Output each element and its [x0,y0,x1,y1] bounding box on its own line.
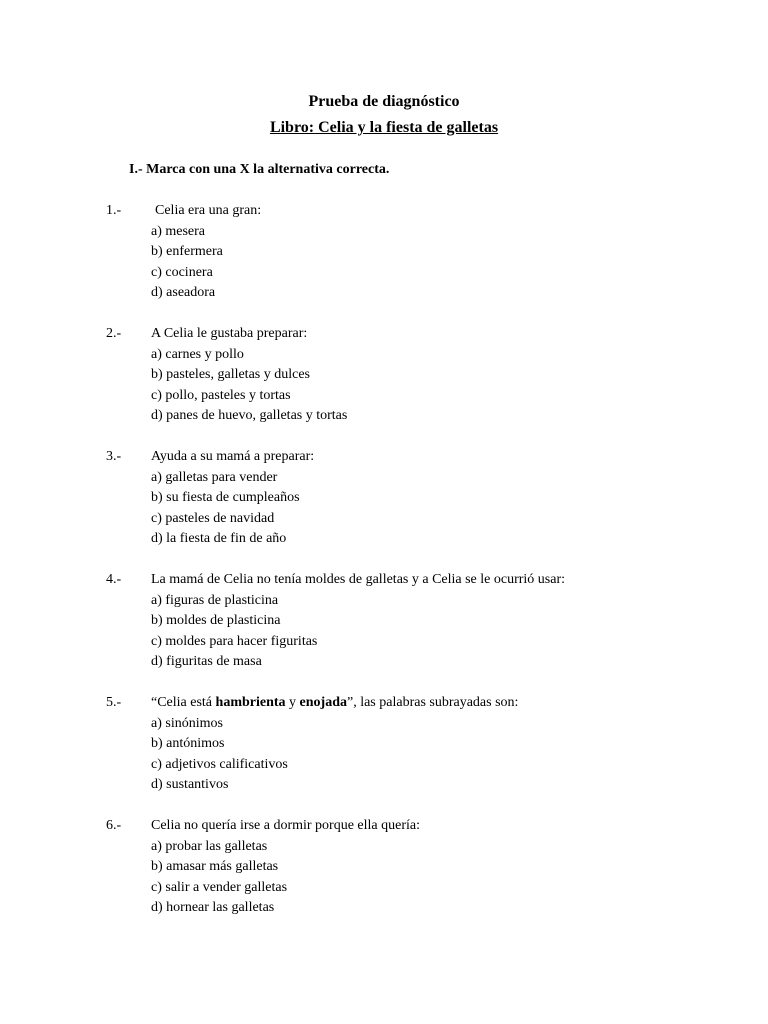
option-c: c) moldes para hacer figuritas [151,633,318,649]
option-d: d) aseadora [151,285,216,300]
option-c: c) pollo, pasteles y tortas [151,387,291,403]
option-b: b) pasteles, galletas y dulces [151,367,311,382]
question-number: 4.- [106,572,122,587]
option-b: b) moldes de plasticina [151,613,281,628]
question-text: La mamá de Celia no tenía moldes de galletas y a Celia se le ocurrió usar: [151,572,566,587]
options-list [151,591,317,673]
option-d: d) figuritas de masa [151,654,262,669]
option-c: c) salir a vender galletas [151,879,288,895]
option-a: a) sinónimos [151,715,223,731]
option-a: a) figuras de plasticina [151,592,279,608]
question-text [151,693,518,714]
question-number: 1.- [106,203,122,218]
question-number: 2.- [106,326,122,341]
option-a: a) galletas para vender [151,469,278,485]
option-c: c) cocinera [151,264,213,280]
highlighted-word-1: hambrienta [215,695,286,710]
option-b: b) amasar más galletas [151,859,279,874]
section-instructions: I.- Marca con una X la alternativa correcta. [129,162,390,177]
option-b: b) su fiesta de cumpleaños [151,490,300,505]
option-d: d) sustantivos [151,777,229,792]
question-text-middle: y [285,695,300,710]
question-text: A Celia le gustaba preparar: [151,326,308,341]
option-b: b) antónimos [151,736,225,751]
options-list [151,222,223,304]
question-number: 3.- [106,449,122,464]
option-c: c) adjetivos calificativos [151,756,288,772]
question-text: Ayuda a su mamá a preparar: [151,449,315,464]
question-number: 5.- [106,695,122,710]
document-title: Prueba de diagnóstico [308,93,460,110]
question-text-before: “Celia está [151,695,216,710]
highlighted-word-2: enojada [299,695,347,710]
options-list [151,714,288,796]
option-a: a) carnes y pollo [151,346,244,362]
book-title: Libro: Celia y la fiesta de galletas [269,119,499,136]
options-list [151,837,287,919]
question-text: Celia era una gran: [155,203,262,218]
question-number: 6.- [106,818,122,833]
options-list [151,468,300,550]
question-text: Celia no quería irse a dormir porque ella quería: [151,818,421,833]
options-list [151,345,347,427]
question-text-after: ”, las palabras subrayadas son: [346,695,519,710]
option-d: d) panes de huevo, galletas y tortas [151,408,348,423]
option-d: d) la fiesta de fin de año [151,531,287,546]
option-d: d) hornear las galletas [151,900,275,915]
option-c: c) pasteles de navidad [151,510,275,526]
option-a: a) mesera [151,223,206,239]
option-b: b) enfermera [151,244,223,259]
option-a: a) probar las galletas [151,838,268,854]
